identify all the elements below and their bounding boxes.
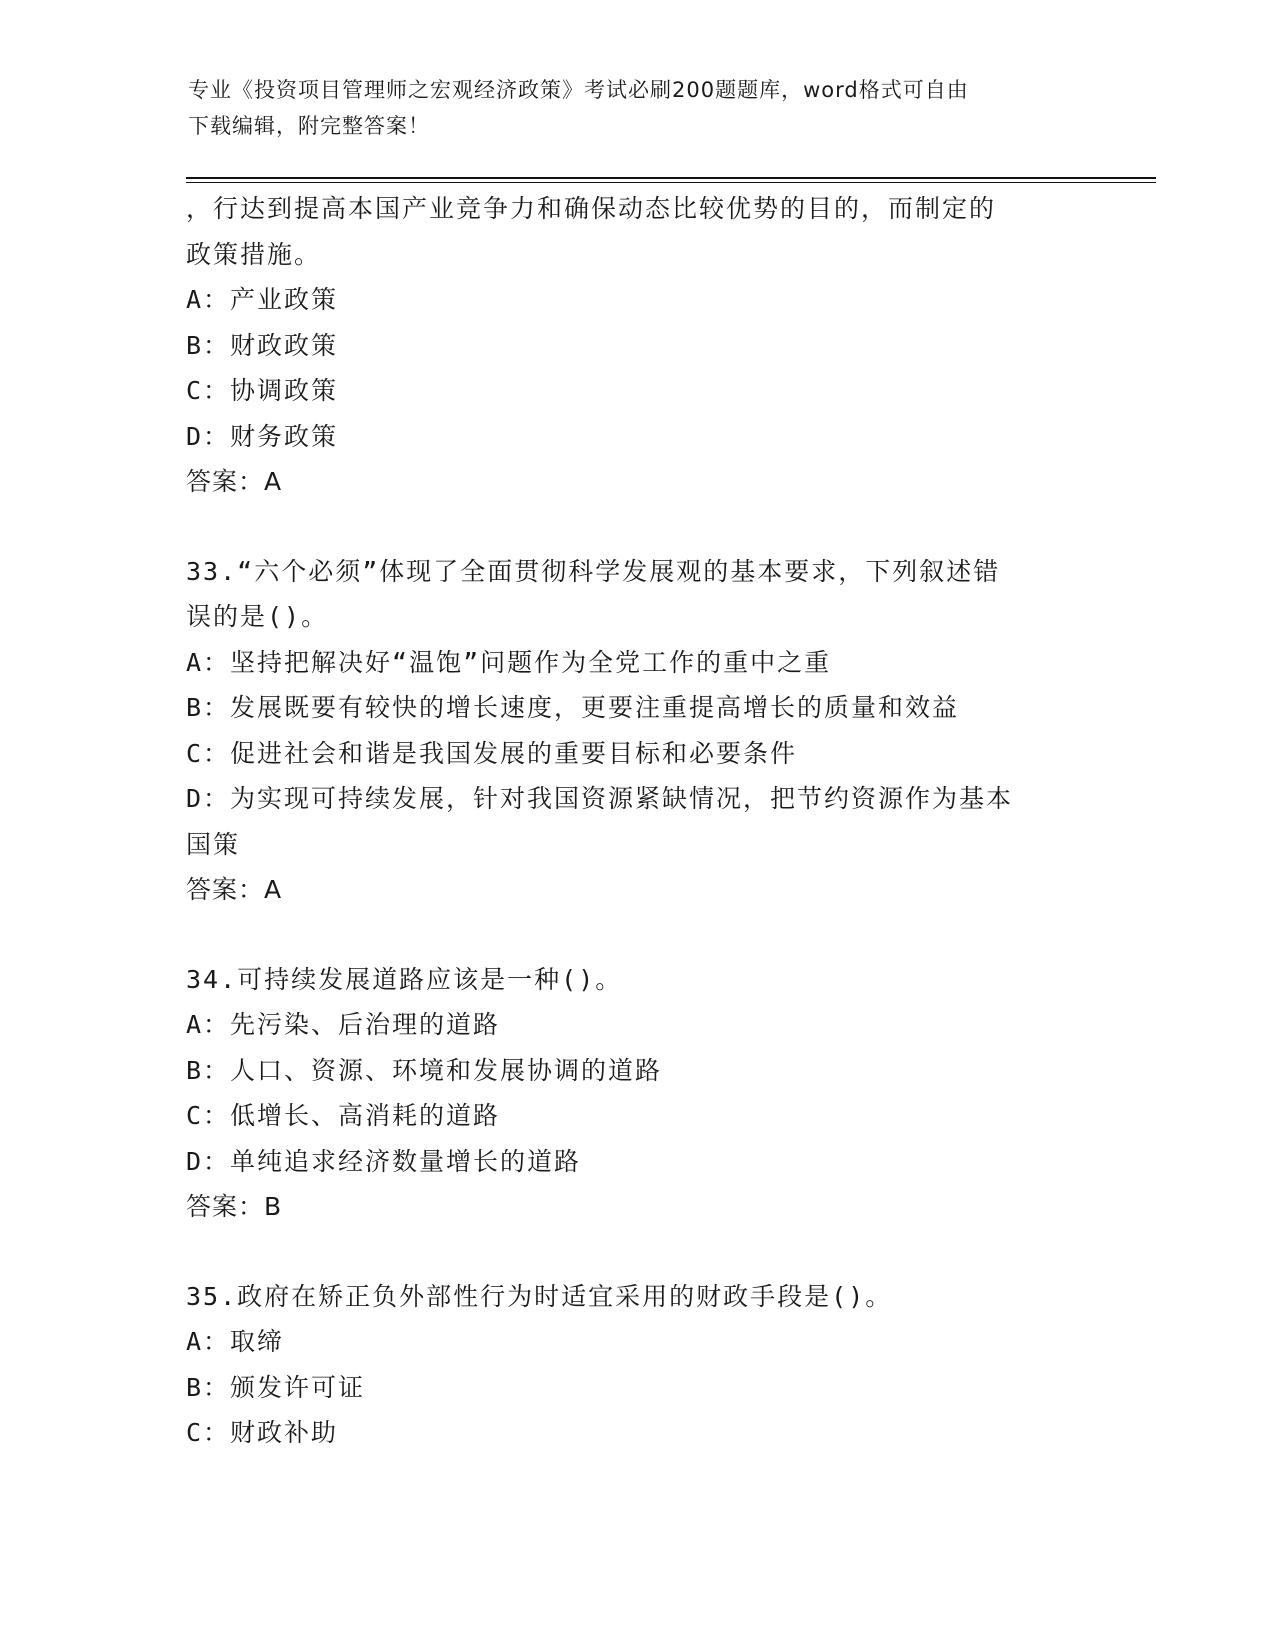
option-d: D：单纯追求经济数量增长的道路 — [186, 1146, 582, 1176]
option-d-continued: 国策 — [186, 829, 241, 859]
header-divider-thin — [186, 182, 1156, 183]
header-title-line-2: 下载编辑，附完整答案！ — [188, 114, 430, 138]
option-c: C：财政补助 — [186, 1418, 339, 1447]
answer-line: 答案：B — [186, 1192, 283, 1221]
option-a: A：坚持把解决好“温饱”问题作为全党工作的重中之重 — [186, 647, 832, 677]
option-a: A：取缔 — [186, 1327, 285, 1356]
option-d: D：财务政策 — [186, 421, 339, 451]
header-divider-thick — [186, 177, 1156, 179]
document-header — [188, 72, 1088, 144]
option-b: B：发展既要有较快的增长速度，更要注重提高增长的质量和效益 — [186, 693, 960, 722]
option-d: D：为实现可持续发展，针对我国资源紧缺情况，把节约资源作为基本 — [186, 784, 1014, 813]
header-title-line-1: 专业《投资项目管理师之宏观经济政策》考试必刷200题题库，word格式可自由 — [188, 78, 969, 102]
question-content — [186, 186, 1086, 1456]
option-b: B：人口、资源、环境和发展协调的道路 — [186, 1055, 663, 1085]
option-b: B：颁发许可证 — [186, 1372, 366, 1402]
option-a: A：产业政策 — [186, 285, 339, 314]
question-stem-line: 33.“六个必须”体现了全面贯彻科学发展观的基本要求，下列叙述错 — [186, 556, 1001, 586]
question-stem-line: 政策措施。 — [186, 239, 322, 269]
question-stem-line: 35.政府在矫正负外部性行为时适宜采用的财政手段是()。 — [186, 1281, 893, 1311]
question-stem-line: 34.可持续发展道路应该是一种()。 — [186, 964, 623, 994]
answer-line: 答案：A — [186, 875, 283, 904]
answer-line: 答案：A — [186, 467, 283, 496]
question-stem-line: ，行达到提高本国产业竞争力和确保动态比较优势的目的，而制定的 — [186, 194, 997, 223]
question-block-33 — [186, 549, 1086, 913]
question-stem-line: 误的是()。 — [186, 602, 329, 631]
option-b: B：财政政策 — [186, 330, 339, 360]
question-block-35 — [186, 1274, 1086, 1456]
question-block-34 — [186, 957, 1086, 1230]
option-c: C：低增长、高消耗的道路 — [186, 1101, 501, 1130]
question-block-intro — [186, 186, 1086, 505]
option-c: C：促进社会和谐是我国发展的重要目标和必要条件 — [186, 738, 798, 768]
option-a: A：先污染、后治理的道路 — [186, 1010, 501, 1039]
option-c: C：协调政策 — [186, 376, 339, 405]
